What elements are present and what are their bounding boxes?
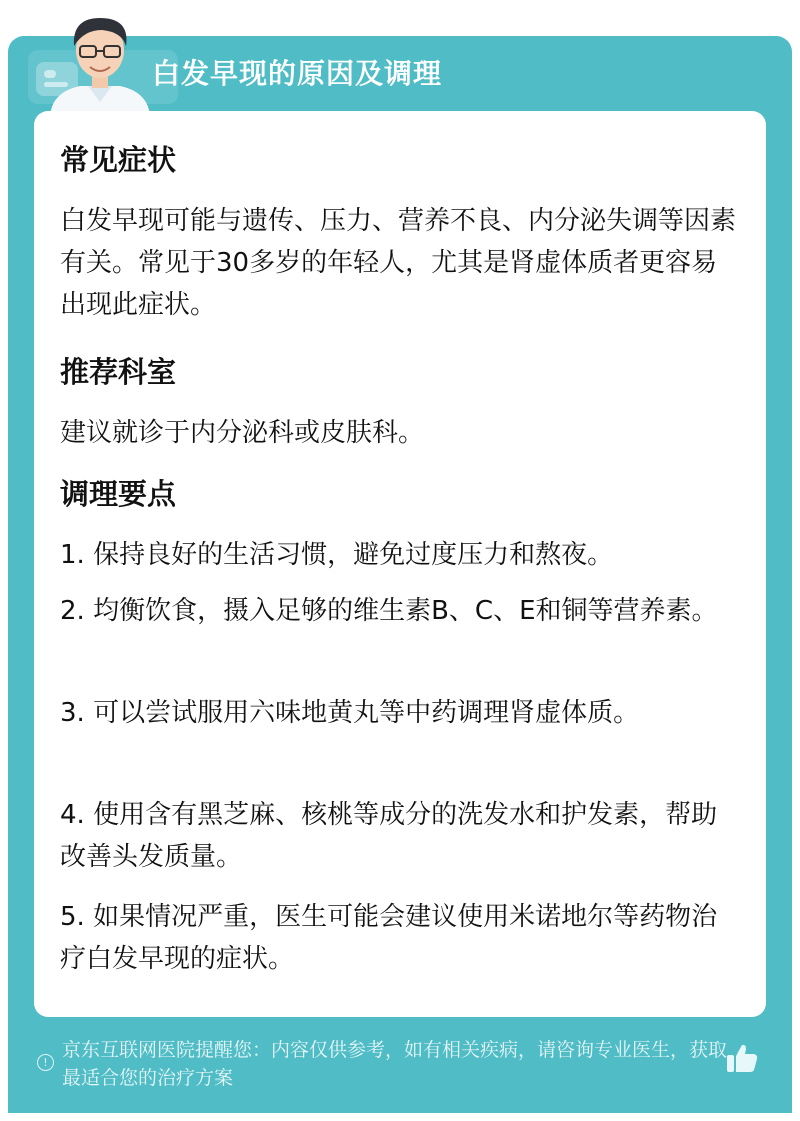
list-item: 3. 可以尝试服用六味地黄丸等中药调理肾虚体质。 [60,698,640,728]
section-title-department: 推荐科室 [60,355,177,389]
list-item: 4. 使用含有黑芝麻、核桃等成分的洗发水和护发素，帮助改善头发质量。 [60,800,718,872]
list-item: 2. 均衡饮食，摄入足够的维生素B、C、E和铜等营养素。 [60,596,718,626]
section-title-symptoms: 常见症状 [60,143,177,177]
thumbs-up-icon[interactable] [724,1040,760,1076]
disclaimer-text: 京东互联网医院提醒您：内容仅供参考，如有相关疾病，请咨询专业医生，获取最适合您的治疗方案 [62,1039,728,1089]
symptoms-text: 白发早现可能与遗传、压力、营养不良、内分泌失调等因素有关。常见于30多岁的年轻人，尤其是肾虚体质者更容易出现此症状。 [60,206,737,320]
page-title: 白发早现的原因及调理 [152,57,443,90]
info-icon: ! [37,1054,54,1071]
list-item: 5. 如果情况严重，医生可能会建议使用米诺地尔等药物治疗白发早现的症状。 [60,902,718,974]
section-title-care-tips: 调理要点 [60,477,177,511]
doctor-avatar-icon [40,6,160,116]
department-text: 建议就诊于内分泌科或皮肤科。 [60,418,425,448]
list-item: 1. 保持良好的生活习惯，避免过度压力和熬夜。 [60,540,614,570]
